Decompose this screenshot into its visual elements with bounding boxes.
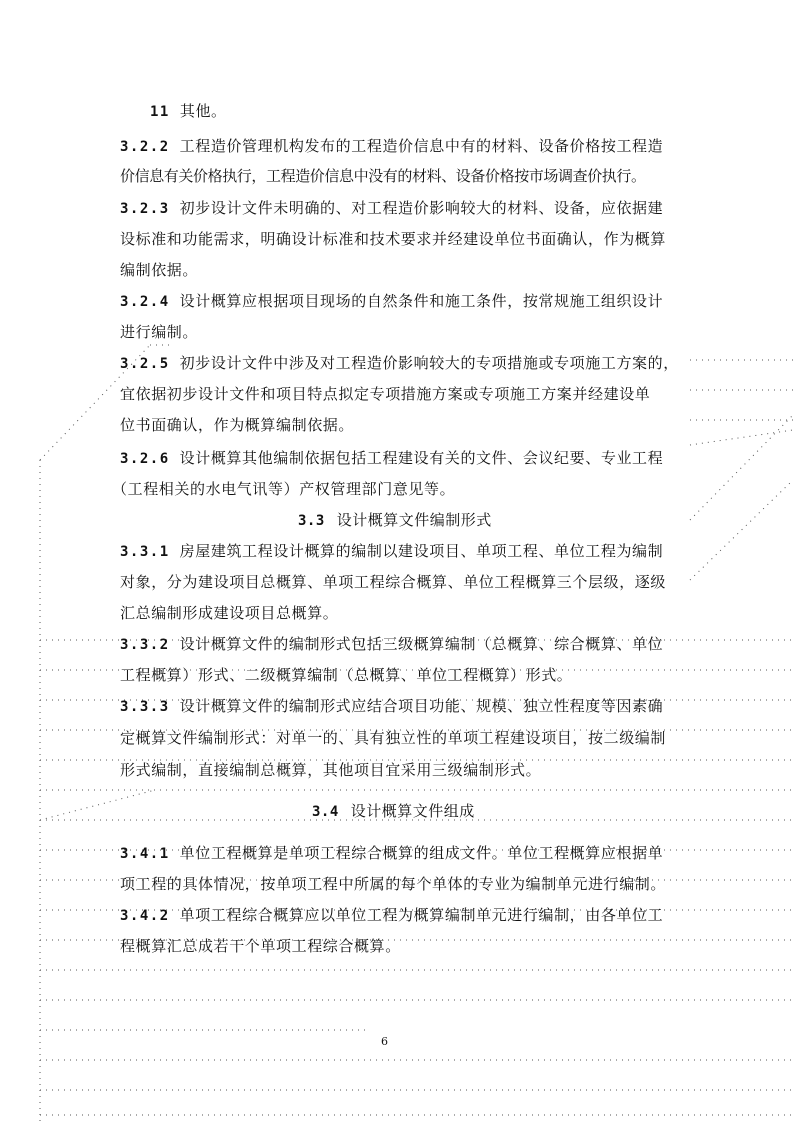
clause-3-2-6-line-2: （工程相关的水电气讯等）产权管理部门意见等。 [112, 480, 456, 498]
clause-number: 3.2.5 [120, 356, 170, 372]
clause-number: 3.3.1 [120, 544, 170, 560]
section-number: 3.3 [298, 513, 325, 529]
clause-text: 初步设计文件中涉及对工程造价影响较大的专项措施或专项施工方案的， [179, 354, 679, 372]
clause-3-4-1-line-2: 项工程的具体情况，按单项工程中所属的每个单体的专业为编制单元进行编制。 [120, 875, 667, 893]
clause-3-2-2-line-2: 价信息有关价格执行，工程造价信息中没有的材料、设备价格按市场调查价执行。 [120, 167, 646, 185]
clause-3-4-2-line-1 [120, 904, 663, 925]
clause-3-2-5-line-2: 宜依据初步设计文件和项目特点拟定专项措施方案或专项施工方案并经建设单 [120, 385, 651, 403]
clause-3-4-1-line-1 [120, 842, 663, 863]
clause-text: 单位工程概算是单项工程综合概算的组成文件。单位工程概算应根据单 [179, 844, 664, 862]
clause-3-3-2-line-1 [120, 633, 663, 654]
clause-number: 3.2.2 [120, 139, 170, 155]
clause-text: 设计概算文件的编制形式包括三级概算编制（总概算、综合概算、单位 [179, 635, 664, 653]
clause-3-3-2-line-2: 工程概算）形式、二级概算编制（总概算、单位工程概算）形式。 [120, 666, 573, 684]
section-heading-3-4 [312, 800, 475, 821]
clause-3-3-3-line-1 [120, 695, 663, 716]
clause-text: 设计概算文件的编制形式应结合项目功能、规模、独立性程度等因素确 [179, 697, 664, 715]
clause-text: 单项工程综合概算应以单位工程为概算编制单元进行编制，由各单位工 [179, 906, 664, 924]
clause-3-2-2-line-1 [120, 135, 663, 156]
clause-3-3-1-line-1 [120, 540, 663, 561]
clause-3-3-1-line-2: 对象，分为建设项目总概算、单项工程综合概算、单位工程概算三个层级，逐级 [120, 573, 667, 591]
clause-number: 3.2.4 [120, 294, 170, 310]
clause-text: 房屋建筑工程设计概算的编制以建设项目、单项工程、单位工程为编制 [179, 542, 664, 560]
clause-3-2-3-line-3: 编制依据。 [120, 261, 199, 279]
clause-number: 3.3.2 [120, 637, 170, 653]
item-text: 其他。 [179, 102, 227, 120]
clause-number: 3.4.1 [120, 846, 170, 862]
section-title: 设计概算文件编制形式 [336, 511, 492, 529]
section-title: 设计概算文件组成 [350, 802, 475, 820]
clause-3-2-4-line-2: 进行编制。 [120, 323, 199, 341]
clause-text: 工程造价管理机构发布的工程造价信息中有的材料、设备价格按工程造 [179, 137, 664, 155]
clause-3-3-3-line-2: 定概算文件编制形式：对单一的、具有独立性的单项工程建设项目，按二级编制 [120, 729, 667, 747]
clause-3-3-3-line-3: 形式编制，直接编制总概算，其他项目宜采用三级编制形式。 [120, 761, 542, 779]
clause-number: 3.2.3 [120, 201, 170, 217]
section-number: 3.4 [312, 804, 339, 820]
clause-text: 设计概算应根据项目现场的自然条件和施工条件，按常规施工组织设计 [179, 292, 664, 310]
clause-3-2-3-line-2: 设标准和功能需求，明确设计标准和技术要求并经建设单位书面确认，作为概算 [120, 230, 667, 248]
clause-3-2-4-line-1 [120, 290, 663, 311]
item-number: 11 [150, 104, 170, 120]
clause-3-2-5-line-3: 位书面确认，作为概算编制依据。 [120, 416, 355, 434]
clause-3-2-6-line-1 [120, 447, 663, 468]
page-number: 6 [381, 1035, 388, 1048]
clause-number: 3.4.2 [120, 908, 170, 924]
clause-number: 3.3.3 [120, 699, 170, 715]
item-11 [150, 100, 227, 121]
section-heading-3-3 [298, 509, 492, 530]
clause-3-2-5-line-1 [120, 352, 679, 373]
clause-3-4-2-line-2: 程概算汇总成若干个单项工程综合概算。 [120, 937, 401, 955]
clause-text: 初步设计文件未明确的、对工程造价影响较大的材料、设备，应依据建 [179, 199, 664, 217]
clause-3-2-3-line-1 [120, 197, 663, 218]
clause-number: 3.2.6 [120, 451, 170, 467]
clause-text: 设计概算其他编制依据包括工程建设有关的文件、会议纪要、专业工程 [179, 449, 664, 467]
clause-3-3-1-line-3: 汇总编制形成建设项目总概算。 [120, 604, 339, 622]
